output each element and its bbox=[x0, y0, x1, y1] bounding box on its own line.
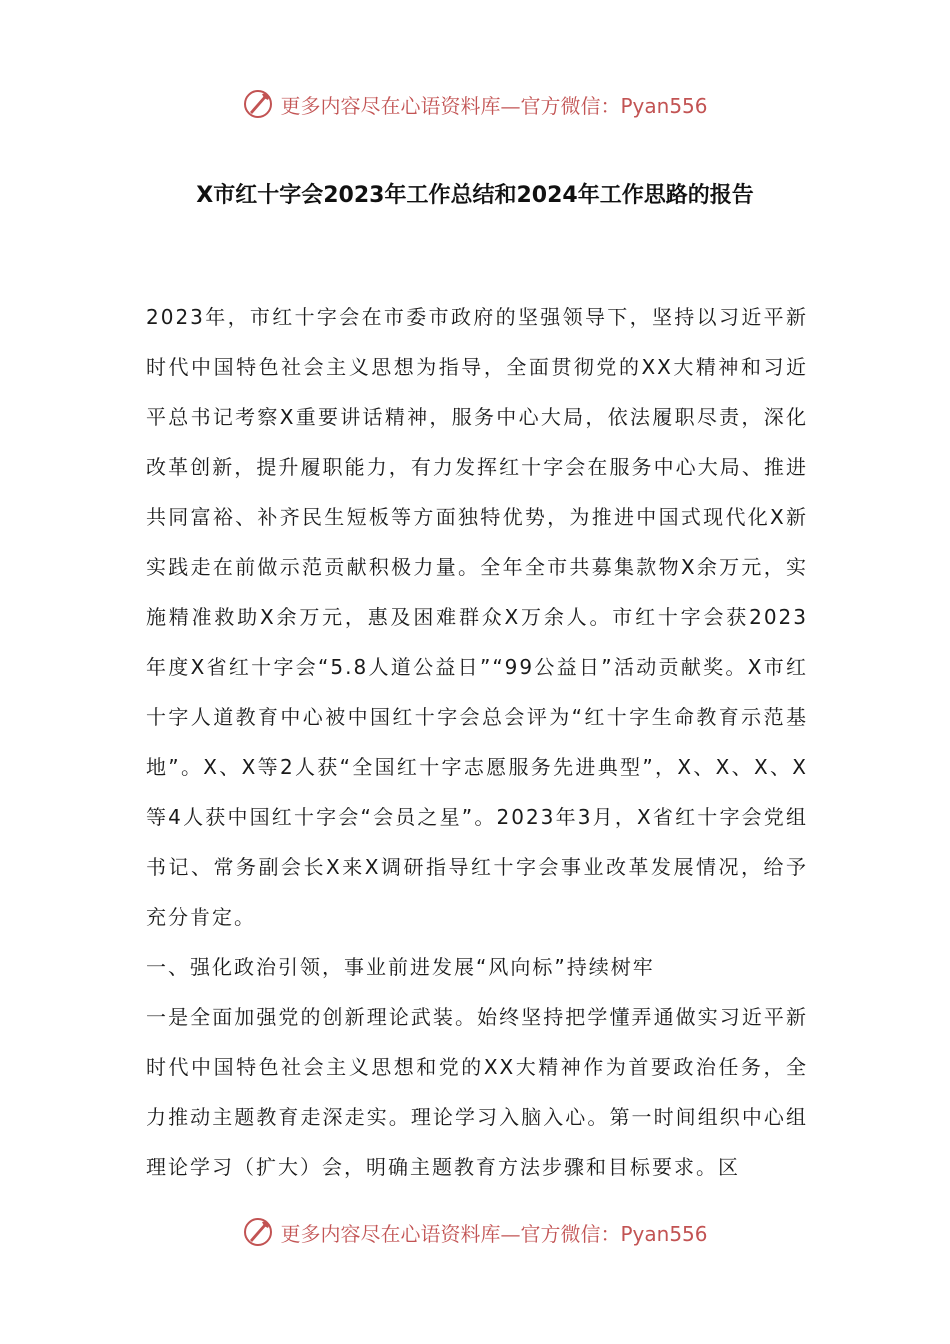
watermark-text bbox=[280, 90, 707, 119]
document-title: X市红十字会2023年工作总结和2024年工作思路的报告 bbox=[196, 183, 754, 208]
quill-logo-icon bbox=[242, 1216, 274, 1248]
quill-logo-icon bbox=[242, 88, 274, 120]
watermark-footer bbox=[0, 1212, 950, 1252]
watermark-text-id: Pyan556 bbox=[620, 1221, 708, 1246]
section-heading-1: 一、强化政治引领，事业前进发展“风向标”持续树牢 bbox=[146, 955, 655, 979]
watermark-text-id: Pyan556 bbox=[620, 93, 708, 118]
paragraph-intro: 2023年，市红十字会在市委市政府的坚强领导下，坚持以习近平新时代中国特色社会主义思想为指导，全面贯彻党的XX大精神和习近平总书记考察X重要讲话精神，服务中心大局，依法履职尽责，深化改革创新，提升履职能力，有力发挥红十字会在服务中心大局、推进共同富裕、补齐民生短板等方面独特优势，为推进中国式现代化X新实践走在前做示范贡献积极力量。全年全市共募集款物X余万元，实施精准救助X余万元，惠及困难群众X万余人。市红十字会获2023年度X省红十字会“5.8人道公益日”“99公益日”活动贡献奖。X市红十字人道教育中心被中国红十字会总会评为“红十字生命教育示范基地”。X、X等2人获“全国红十字志愿服务先进典型”，X、X、X、X等4人获中国红十字会“会员之星”。2023年3月，X省红十字会党组书记、常务副会长X来X调研指导红十字会事业改革发展情况，给予充分肯定。 bbox=[146, 305, 808, 929]
watermark-text bbox=[280, 1218, 707, 1247]
document-body bbox=[146, 292, 808, 1192]
watermark-text-cn: 更多内容尽在心语资料库—官方微信： bbox=[280, 1221, 621, 1246]
watermark-header bbox=[0, 84, 950, 124]
paragraph-section-1: 一是全面加强党的创新理论武装。始终坚持把学懂弄通做实习近平新时代中国特色社会主义思想和党的XX大精神作为首要政治任务，全力推动主题教育走深走实。理论学习入脑入心。第一时间组织中心组理论学习（扩大）会，明确主题教育方法步骤和目标要求。区 bbox=[146, 1005, 808, 1179]
watermark-text-cn: 更多内容尽在心语资料库—官方微信： bbox=[280, 93, 621, 118]
